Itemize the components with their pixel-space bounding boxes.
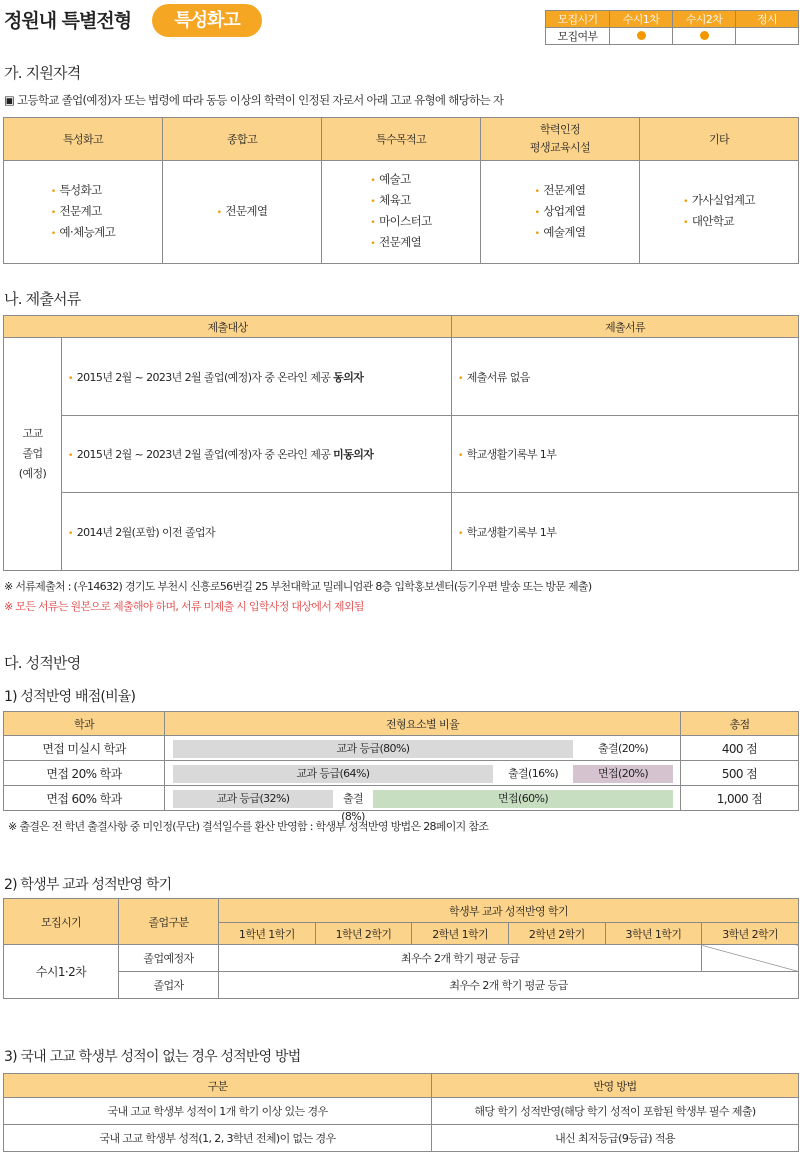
recruit-header: 수시2차	[673, 11, 736, 28]
doc-cell	[452, 493, 799, 571]
group-label-line: 고교	[22, 427, 43, 440]
list-item: • 예술고	[370, 170, 431, 191]
ratio-header: 학과	[4, 712, 165, 736]
semester-header: 3학년 2학기	[702, 923, 799, 945]
ratio-bar	[173, 786, 673, 823]
original-docs-warning: ※ 모든 서류는 원본으로 제출해야 하며, 서류 미제출 시 입학사정 대상에서 제외됨	[4, 600, 364, 613]
doc-text: • 학교생활기록부 1부	[458, 526, 556, 539]
doc-text: • 제출서류 없음	[458, 371, 530, 384]
method-cell: 내신 최저등급(9등급) 적용	[432, 1125, 799, 1152]
list-item: • 마이스터고	[370, 212, 431, 233]
school-type-header	[481, 118, 640, 161]
doc-cell	[452, 338, 799, 416]
ratio-segment: 면접(60%)	[373, 790, 673, 808]
total-cell: 400 점	[681, 736, 799, 761]
subsection-heading: 3) 국내 고교 학생부 성적이 없는 경우 성적반영 방법	[4, 1049, 301, 1065]
recruit-mark-icon	[637, 31, 646, 40]
section-heading: 가. 지원자격	[4, 64, 81, 82]
doc-text: • 학교생활기록부 1부	[458, 448, 556, 461]
list-item: • 가사실업계고	[683, 191, 755, 212]
ratio-segment: 출결(8%)	[341, 792, 365, 823]
semester-header: 학생부 교과 성적반영 학기	[219, 899, 799, 923]
school-type-header: 특수목적고	[322, 118, 481, 161]
method-header: 반영 방법	[432, 1074, 799, 1098]
method-cell: 해당 학기 성적반영(해당 학기 성적이 포함된 학생부 필수 제출)	[432, 1098, 799, 1125]
ratio-segment: 교과 등급(64%)	[173, 765, 493, 783]
target-text: • 2015년 2월 ~ 2023년 2월 졸업(예정)자 중 온라인 제공	[68, 448, 333, 461]
school-list	[51, 181, 115, 244]
semester-header: 2학년 1학기	[412, 923, 509, 945]
target-bold: 동의자	[333, 370, 364, 384]
dept-cell: 면접 미실시 학과	[4, 736, 165, 761]
list-item: • 상업계열	[535, 202, 586, 223]
doc-cell	[452, 416, 799, 493]
recruit-header: 수시1차	[610, 11, 673, 28]
ratio-segment: 출결(20%)	[597, 742, 649, 755]
school-type-header: 종합고	[163, 118, 322, 161]
total-cell: 500 점	[681, 761, 799, 786]
score-ratio-table	[3, 711, 799, 823]
sem-text-cell: 최우수 2개 학기 평균 등급	[219, 972, 799, 999]
ratio-segment: 면접(20%)	[573, 765, 673, 783]
recruit-header: 정시	[736, 11, 799, 28]
ratio-segment: 교과 등급(80%)	[173, 740, 573, 758]
no-record-method-table	[3, 1073, 799, 1152]
list-item: • 예술계열	[535, 223, 586, 244]
list-item: • 특성화고	[51, 181, 115, 202]
documents-header: 제출서류	[452, 316, 799, 338]
school-list	[535, 181, 586, 244]
dept-cell: 면접 20% 학과	[4, 761, 165, 786]
target-text: • 2015년 2월 ~ 2023년 2월 졸업(예정)자 중 온라인 제공	[68, 371, 333, 384]
target-bold: 미동의자	[333, 448, 374, 461]
subsection-heading: 2) 학생부 교과 성적반영 학기	[4, 877, 172, 893]
target-text: • 2014년 2월(포함) 이전 졸업자	[68, 526, 215, 539]
subsection-heading: 1) 성적반영 배점(비율)	[4, 689, 136, 705]
eligibility-intro: ▣ 고등학교 졸업(예정)자 또는 법령에 따라 동등 이상의 학력이 인정된 자로서 아래 고교 유형에 해당하는 자	[4, 93, 504, 107]
target-cell	[62, 338, 452, 416]
period-cell: 수시1·2차	[4, 945, 119, 999]
page-title: 정원내 특별전형	[4, 10, 132, 32]
semester-header: 1학년 1학기	[219, 923, 316, 945]
list-item: • 전문계열	[535, 181, 586, 202]
ratio-segment: 교과 등급(32%)	[173, 790, 333, 808]
semester-header: 졸업구분	[119, 899, 219, 945]
school-type-header-line: 학력인정	[539, 123, 581, 136]
semester-header: 2학년 2학기	[508, 923, 605, 945]
submission-address-note: ※ 서류제출처 : (우14632) 경기도 부천시 신흥로56번길 25 부천대학교 밀레니엄관 8층 입학홍보센터(등기우편 발송 또는 방문 제출)	[4, 580, 592, 593]
list-item: • 대안학교	[683, 212, 755, 233]
ratio-header: 전형요소별 비율	[165, 712, 681, 736]
target-cell	[62, 493, 452, 571]
school-type-header: 특성화고	[4, 118, 163, 161]
target-cell	[62, 416, 452, 493]
grad-cell: 졸업자	[119, 972, 219, 999]
list-item: • 전문계열	[370, 233, 431, 254]
school-type-header: 기타	[640, 118, 799, 161]
recruit-row-label: 모집여부	[546, 28, 610, 45]
school-type-header-line: 평생교육시설	[529, 141, 591, 154]
recruit-mark-icon	[700, 31, 709, 40]
school-list	[683, 191, 755, 233]
admission-type-badge: 특성화고	[152, 4, 262, 37]
list-item: • 체육고	[370, 191, 431, 212]
case-cell: 국내 고교 학생부 성적(1, 2, 3학년 전체)이 없는 경우	[4, 1125, 432, 1152]
semester-header: 1학년 2학기	[315, 923, 412, 945]
ratio-header: 총점	[681, 712, 799, 736]
documents-header: 제출대상	[4, 316, 452, 338]
semester-table	[3, 898, 799, 999]
semester-header: 3학년 1학기	[605, 923, 702, 945]
list-item: • 전문계고	[51, 202, 115, 223]
method-header: 구분	[4, 1074, 432, 1098]
school-list	[217, 202, 268, 223]
school-type-table	[3, 117, 799, 264]
case-cell: 국내 고교 학생부 성적이 1개 학기 이상 있는 경우	[4, 1098, 432, 1125]
ratio-segment: 출결(16%)	[507, 767, 559, 780]
ratio-bar	[173, 736, 673, 760]
ratio-bar	[173, 761, 673, 785]
recruit-period-table	[545, 10, 799, 45]
group-label	[4, 338, 62, 571]
semester-header: 모집시기	[4, 899, 119, 945]
list-item: • 예·체능계고	[51, 223, 115, 244]
dept-cell: 면접 60% 학과	[4, 786, 165, 811]
recruit-header: 모집시기	[546, 11, 610, 28]
sem-text-cell: 최우수 2개 학기 평균 등급	[219, 945, 702, 972]
total-cell: 1,000 점	[681, 786, 799, 811]
attendance-note: ※ 출결은 전 학년 출결사항 중 미인정(무단) 결석일수를 환산 반영함 : 학생부 성적반영 방법은 28페이지 참조	[8, 820, 489, 833]
section-heading: 나. 제출서류	[4, 290, 81, 308]
documents-table	[3, 315, 799, 571]
group-label-line: (예정)	[18, 467, 47, 480]
grad-cell: 졸업예정자	[119, 945, 219, 972]
group-label-line: 졸업	[22, 447, 43, 460]
list-item: • 전문계열	[217, 202, 268, 223]
excluded-semester-cell	[702, 945, 799, 972]
school-list	[370, 170, 431, 254]
section-heading: 다. 성적반영	[4, 654, 81, 672]
